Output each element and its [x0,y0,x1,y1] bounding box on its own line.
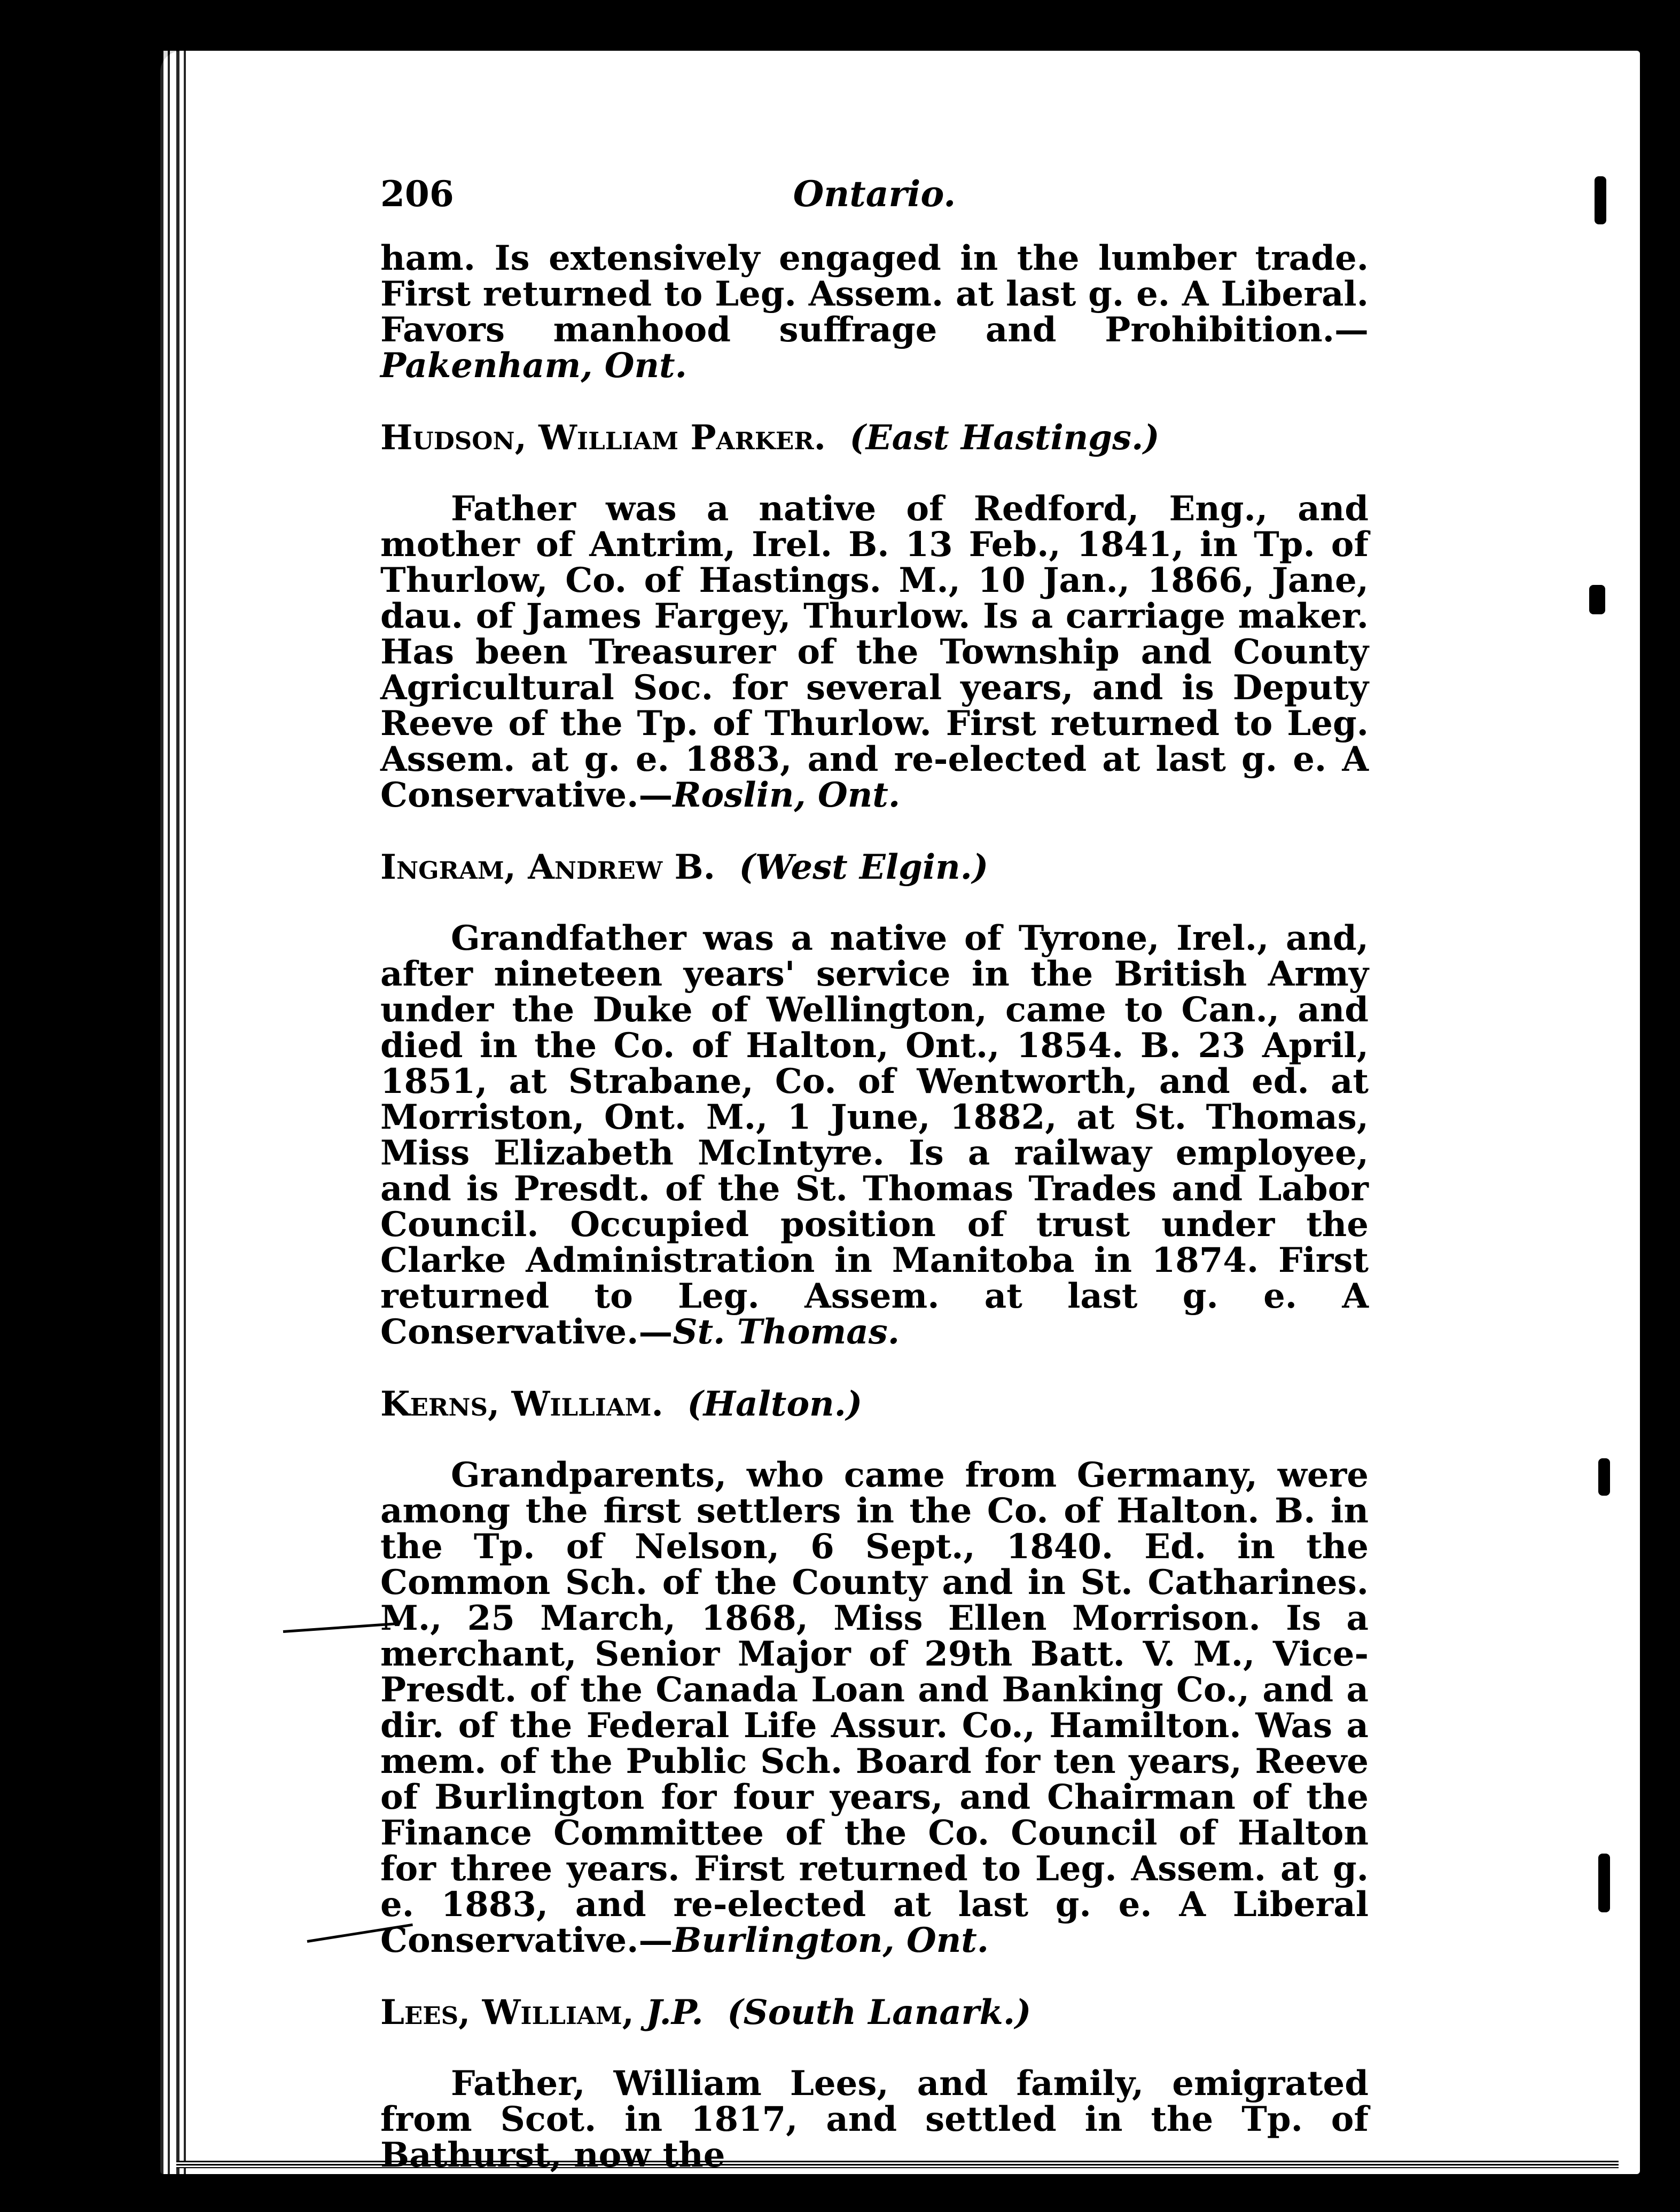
residence: Pakenham, Ont. [380,346,687,386]
residence: Roslin, Ont. [673,775,901,815]
page-number: 206 [380,173,454,215]
running-title: Ontario. [793,173,956,215]
given-names: William Parker. [538,418,826,458]
entry-heading [380,1386,1369,1422]
biography-paragraph [380,1457,1369,1958]
text-block [380,173,1369,2175]
biography-paragraph [380,920,1369,1350]
paragraph-text: Grandparents, who came from Germany, were among the first settlers in the Co. of Halton. B. in the Tp. of Nelson, 6 Sept., 1840. Ed. in the Common Sch. of the County and in St. Catharines. M., 25 March, 1868, Miss Ellen Morrison. Is a merchant, Senior Major of 29th Batt. V. M., Vice-Presdt. of the Canada Loan and Banking Co., and a dir. of the Federal Life Assur. Co., Hamilton. Was a mem. of the Public Sch. Board for ten years, Reeve of Burlington for four years, and Chairman of the Finance Committee of the Co. Council of Halton for three years. First returned to Leg. Assem. at g. e. 1883, and re-elected at last g. e. A Liberal Conservative.— [380,1455,1369,1960]
honorific: J.P. [646,1992,704,2033]
given-names: William. [511,1384,663,1424]
constituency: (South Lanark.) [727,1992,1032,2033]
constituency: (East Hastings.) [849,418,1160,458]
constituency: (West Elgin.) [739,847,989,887]
given-names: William, [482,1992,634,2033]
surname: Lees, [380,1992,471,2033]
biography-paragraph [380,2066,1369,2173]
biography-paragraph [380,491,1369,813]
given-names: Andrew B. [528,847,715,887]
margin-mark [1589,585,1605,614]
surname: Ingram, [380,847,516,887]
page-header [380,173,1369,240]
margin-mark [1598,1854,1610,1912]
paragraph-text: Father was a native of Redford, Eng., and mother of Antrim, Irel. B. 13 Feb., 1841, in Tp. of Thurlow, Co. of Hastings. M., 10 Jan., 1866, Jane, dau. of James Fargey, Thurlow. Is a carriage maker. Has been Treasurer of the Township and County Agricultural Soc. for several years, and is Deputy Reeve of the Tp. of Thurlow. First returned to Leg. Assem. at g. e. 1883, and re-elected at last g. e. A Conservative.— [380,489,1369,815]
margin-mark [1595,176,1606,224]
margin-mark [1598,1458,1610,1496]
surname: Hudson, [380,418,527,458]
constituency: (Halton.) [687,1384,863,1424]
residence: St. Thomas. [673,1312,900,1352]
residence: Burlington, Ont. [673,1920,989,1960]
paragraph-text: Father, William Lees, and family, emigrated from Scot. in 1817, and settled in the Tp. of Bathurst, now the [380,2064,1369,2175]
paragraph-text: ham. Is extensively engaged in the lumber trade. First returned to Leg. Assem. at last g. e. A Liberal. Favors manhood suffrage and Prohibition.— [380,238,1369,350]
surname: Kerns, [380,1384,500,1424]
entry-heading [380,420,1369,456]
continuation-paragraph [380,240,1369,384]
binding-edge [160,51,192,2174]
entry-heading [380,849,1369,885]
paragraph-text: Grandfather was a native of Tyrone, Irel., and, after nineteen years' service in the British Army under the Duke of Wellington, came to Can., and died in the Co. of Halton, Ont., 1854. B. 23 April, 1851, at Strabane, Co. of Wentworth, and ed. at Morriston, Ont. M., 1 June, 1882, at St. Thomas, Miss Elizabeth McIntyre. Is a railway employee, and is Presdt. of the St. Thomas Trades and Labor Council. Occupied position of trust under the Clarke Administration in Manitoba in 1874. First returned to Leg. Assem. at last g. e. A Conservative.— [380,918,1369,1352]
entry-heading [380,1992,1369,2033]
